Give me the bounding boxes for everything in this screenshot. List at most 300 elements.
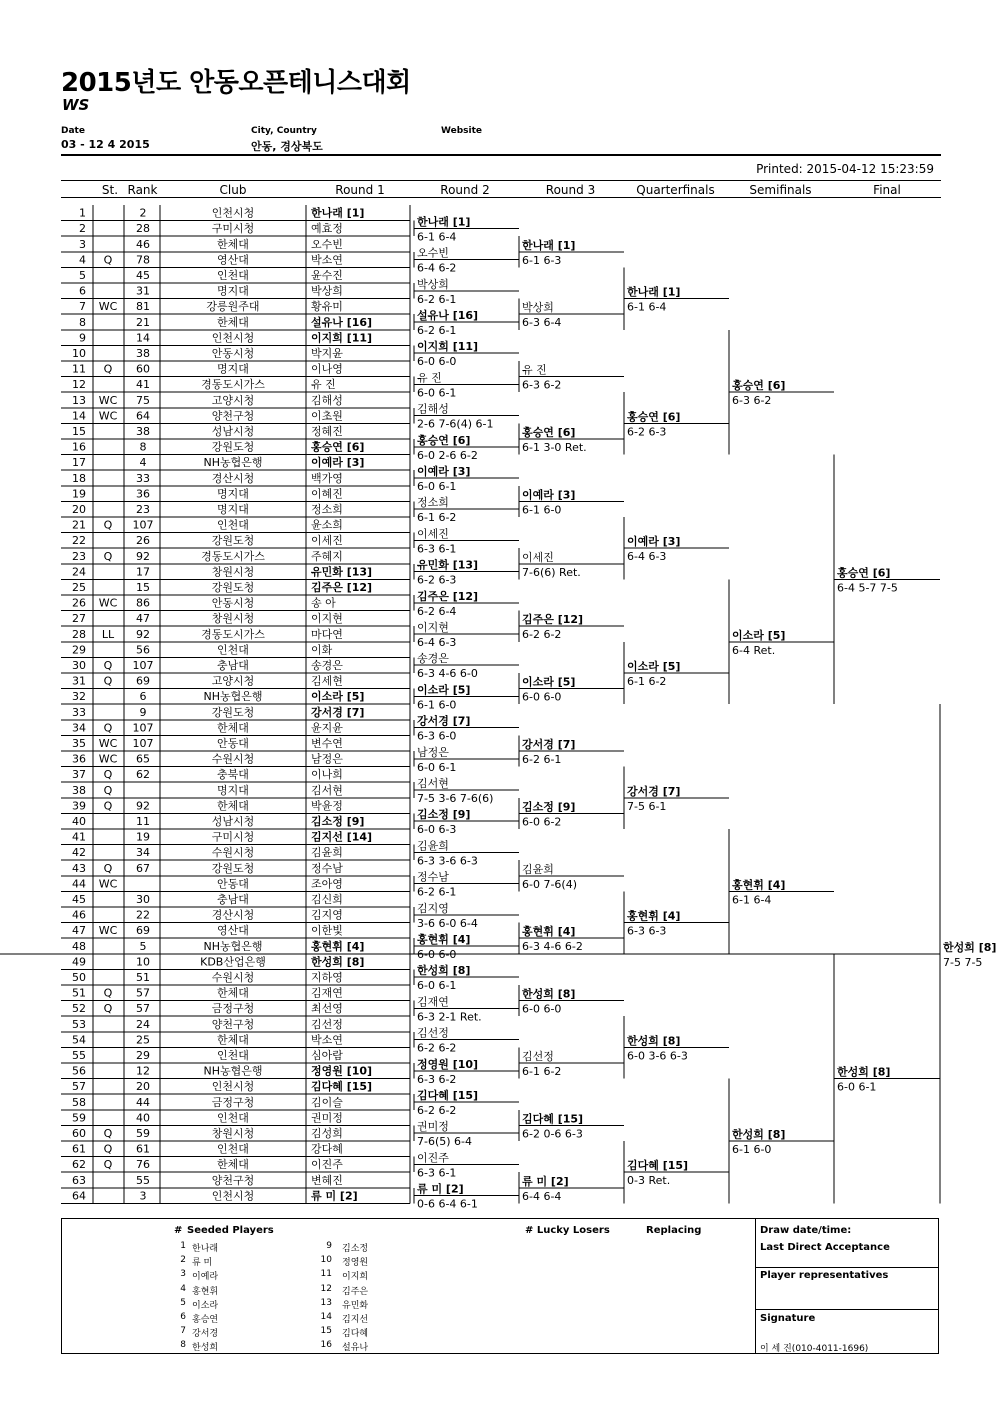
entry-number: 49 <box>72 955 86 969</box>
seed-number: 9 <box>326 1241 332 1251</box>
entry-rank: 65 <box>136 752 150 766</box>
seed-number: 11 <box>320 1269 332 1280</box>
entry-rank: 29 <box>136 1049 150 1062</box>
entry-club: 양천구청 <box>211 1017 255 1031</box>
entry-number: 14 <box>72 409 86 423</box>
entry-number: 23 <box>72 549 86 563</box>
entry-club: 안동대 <box>217 877 249 891</box>
entry-player: 남정은 <box>311 752 343 766</box>
round-2-score: 2-6 7-6(4) 6-1 <box>417 417 494 431</box>
seed-number: 10 <box>320 1255 332 1266</box>
lucky-losers-label: # Lucky Losers <box>525 1225 610 1236</box>
round-2-score: 3-6 6-0 6-4 <box>417 916 478 930</box>
entry-rank: 60 <box>136 362 150 376</box>
entry-rank: 24 <box>136 1017 150 1031</box>
entry-player: 이나영 <box>311 362 343 376</box>
entry-club: 강릉원주대 <box>206 300 260 314</box>
round-2-winner: 김소정 [9] <box>417 808 471 822</box>
round-2-winner: 설유나 [16] <box>417 309 479 322</box>
entry-number: 4 <box>79 253 86 267</box>
seed-number: 16 <box>320 1340 332 1351</box>
entry-player: 이소라 [5] <box>311 690 365 704</box>
entry-player: 박지윤 <box>311 347 343 360</box>
entry-club: 한체대 <box>217 721 249 735</box>
round-2-score: 6-4 6-2 <box>417 261 457 275</box>
entry-player: 윤수진 <box>311 269 343 282</box>
entry-status: Q <box>103 674 113 688</box>
entry-rank: 107 <box>132 721 154 735</box>
entry-player: 이혜진 <box>311 487 343 501</box>
entry-club: 한체대 <box>217 315 249 329</box>
entry-number: 7 <box>79 300 86 314</box>
round-2-score: 6-3 2-1 Ret. <box>417 1010 482 1024</box>
entry-rank: 11 <box>136 815 150 828</box>
round-4-winner: 이예라 [3] <box>627 535 681 549</box>
entry-player: 한성희 [8] <box>311 955 365 969</box>
entry-club: 구미시청 <box>211 222 255 236</box>
entry-rank: 86 <box>136 596 150 610</box>
entry-rank: 107 <box>132 737 154 750</box>
page-title: 2015년도 안동오픈테니스대회 <box>61 68 411 98</box>
city-value: 안동, 경상북도 <box>251 140 323 153</box>
entry-number: 16 <box>72 440 86 454</box>
round-2-score: 6-3 3-6 6-3 <box>417 854 478 868</box>
entry-number: 63 <box>72 1173 86 1187</box>
entry-rank: 75 <box>136 393 150 407</box>
entry-rank: 5 <box>139 939 147 953</box>
entry-rank: 59 <box>136 1127 150 1140</box>
entry-number: 61 <box>72 1142 86 1156</box>
entry-player: 박윤정 <box>311 799 343 813</box>
entry-player: 강서경 [7] <box>311 705 365 719</box>
round-2-score: 6-3 6-1 <box>417 1166 457 1180</box>
entry-player: 정수남 <box>311 861 343 875</box>
footer-panel <box>61 1218 939 1354</box>
entry-number: 5 <box>79 269 86 282</box>
entry-club: 한체대 <box>217 986 249 1000</box>
round-3-winner: 김주은 [12] <box>522 613 584 627</box>
round-4-winner: 김다혜 [15] <box>627 1159 689 1173</box>
entry-player: 정혜진 <box>311 425 343 438</box>
seed-player-name: 한나래 <box>192 1244 219 1254</box>
entry-player: 지하영 <box>311 971 343 984</box>
entry-rank: 34 <box>136 846 150 860</box>
round-5-score: 6-1 6-4 <box>732 893 772 907</box>
entry-club: 인천시청 <box>211 1189 255 1203</box>
seed-player-name: 정영원 <box>342 1258 369 1269</box>
round-3-winner: 김선정 <box>522 1050 554 1063</box>
entry-number: 42 <box>72 846 86 860</box>
entry-player: 이화 <box>311 643 333 657</box>
entry-number: 8 <box>79 315 86 329</box>
entry-player: 조아영 <box>311 877 343 891</box>
seed-number: 13 <box>320 1297 332 1308</box>
entry-player: 홍승연 [6] <box>311 440 365 454</box>
entry-rank: 25 <box>136 1033 150 1047</box>
seed-player-name: 김소정 <box>342 1244 369 1254</box>
entry-club: 한체대 <box>217 237 249 251</box>
entry-status: Q <box>103 721 113 735</box>
entry-number: 45 <box>72 893 86 906</box>
entry-number: 38 <box>72 783 86 797</box>
entry-number: 1 <box>79 206 86 220</box>
round-5-winner: 이소라 [5] <box>732 628 786 642</box>
entry-club: 영산대 <box>217 253 249 267</box>
round-3-winner: 한성희 [8] <box>522 987 576 1001</box>
entry-number: 19 <box>72 487 86 501</box>
entry-club: 영산대 <box>217 924 249 938</box>
entry-player: 변수연 <box>311 737 343 750</box>
entry-club: 양천구청 <box>211 409 255 423</box>
entry-player: 윤소희 <box>311 518 343 532</box>
entry-club: 고양시청 <box>211 674 255 688</box>
draw-date-label: Draw date/time: <box>760 1225 852 1236</box>
seeded-hash: # <box>174 1225 183 1236</box>
entry-number: 53 <box>72 1017 86 1031</box>
entry-club: 경동도시가스 <box>201 549 265 563</box>
entry-rank: 22 <box>136 908 150 922</box>
entry-club: 수원시청 <box>211 752 255 766</box>
entry-club: 강원도청 <box>211 861 255 875</box>
round-2-score: 7-5 3-6 7-6(6) <box>417 792 494 805</box>
entry-club: NH농협은행 <box>203 1064 263 1078</box>
round-2-score: 6-1 6-0 <box>417 698 457 712</box>
seed-player-name: 이지희 <box>342 1272 369 1283</box>
entry-player: 오수빈 <box>311 237 343 251</box>
entry-status: Q <box>103 799 113 813</box>
entry-status: Q <box>103 518 113 532</box>
entry-rank: 92 <box>136 799 150 813</box>
entry-number: 35 <box>72 737 86 750</box>
entry-rank: 3 <box>139 1189 147 1203</box>
entry-player: 이나희 <box>311 768 343 782</box>
seed-number: 2 <box>180 1255 186 1266</box>
entry-rank: 69 <box>136 674 150 688</box>
entry-club: 경동도시가스 <box>201 627 265 641</box>
entry-status: WC <box>98 924 118 938</box>
entry-rank: 61 <box>136 1142 150 1156</box>
seed-player-name: 홍승연 <box>192 1315 219 1325</box>
entry-club: 강원도청 <box>211 581 255 594</box>
entry-player: 정소희 <box>311 503 343 516</box>
entry-player: 류 미 [2] <box>311 1189 358 1203</box>
round-3-winner: 김다혜 [15] <box>522 1112 584 1126</box>
entry-club: 금정구청 <box>211 1095 255 1109</box>
entry-club: 강원도청 <box>211 440 255 454</box>
entry-club: 인천대 <box>217 643 249 657</box>
entry-rank: 40 <box>136 1111 150 1125</box>
entry-number: 27 <box>72 612 86 626</box>
seed-player-name: 유민화 <box>342 1300 369 1311</box>
entry-club: NH농협은행 <box>203 456 263 470</box>
entry-status: WC <box>98 300 118 314</box>
entry-rank: 57 <box>136 1002 150 1016</box>
entry-club: 안동시청 <box>211 347 255 360</box>
round-2-score: 6-2 6-1 <box>417 292 457 306</box>
entry-number: 41 <box>72 830 86 844</box>
col-club: Club <box>219 183 247 197</box>
entry-player: 박소연 <box>311 1033 343 1047</box>
round-3-score: 6-3 4-6 6-2 <box>522 940 583 954</box>
round-2-winner: 유 진 <box>417 371 442 385</box>
entry-club: 명지대 <box>217 362 249 376</box>
round-2-score: 6-0 6-0 <box>417 948 457 961</box>
round-3-score: 6-2 0-6 6-3 <box>522 1127 583 1141</box>
entry-rank: 55 <box>136 1173 150 1187</box>
entry-player: 이예라 [3] <box>311 456 365 470</box>
round-3-winner: 홍현휘 [4] <box>522 925 576 939</box>
entry-rank: 67 <box>136 861 150 875</box>
round-2-winner: 남정은 <box>417 745 449 759</box>
round-2-winner: 김윤희 <box>417 839 449 853</box>
round-3-winner: 강서경 [7] <box>522 738 576 751</box>
entry-club: 안동시청 <box>211 596 255 610</box>
entry-number: 15 <box>72 425 86 438</box>
entry-rank: 107 <box>132 659 154 672</box>
seed-player-name: 이예라 <box>192 1272 219 1283</box>
round-3-winner: 홍승연 [6] <box>522 426 576 439</box>
round-3-winner: 이소라 [5] <box>522 675 576 689</box>
entry-rank: 17 <box>136 565 150 579</box>
entry-rank: 64 <box>136 409 150 423</box>
round-2-winner: 강서경 [7] <box>417 714 471 728</box>
entry-player: 김신희 <box>311 893 343 906</box>
round-4-winner: 홍승연 [6] <box>627 410 681 424</box>
col-round-1: Round 1 <box>335 183 385 197</box>
entry-club: 경동도시가스 <box>201 378 265 392</box>
entry-club: 인천대 <box>217 269 249 282</box>
entry-number: 59 <box>72 1111 86 1125</box>
round-3-score: 6-0 6-2 <box>522 815 562 829</box>
entry-rank: 2 <box>139 206 147 220</box>
entry-number: 60 <box>72 1127 86 1140</box>
round-4-winner: 한나래 [1] <box>627 285 681 299</box>
entry-status: Q <box>103 362 113 376</box>
entry-player: 마다연 <box>311 627 343 641</box>
entry-player: 박소연 <box>311 253 343 267</box>
round-3-score: 6-1 6-0 <box>522 503 562 517</box>
entry-rank: 12 <box>136 1064 150 1078</box>
entry-rank: 8 <box>139 440 147 454</box>
footer-divider <box>755 1219 756 1353</box>
entry-player: 이지현 <box>311 612 343 626</box>
entry-player: 주혜지 <box>311 549 343 563</box>
entry-rank: 15 <box>136 581 150 594</box>
entry-rank: 33 <box>136 471 150 485</box>
entry-player: 예효정 <box>311 222 343 236</box>
entry-rank: 31 <box>136 284 150 298</box>
seed-number: 7 <box>180 1326 186 1337</box>
round-3-winner: 류 미 [2] <box>522 1174 569 1188</box>
replacing-label: Replacing <box>646 1225 702 1236</box>
entry-rank: 14 <box>136 331 150 345</box>
seed-player-name: 김지선 <box>342 1315 369 1325</box>
entry-status: Q <box>103 1142 113 1156</box>
entry-club: 양천구청 <box>211 1173 255 1187</box>
entry-status: Q <box>103 549 113 563</box>
entry-club: 경산시청 <box>211 908 255 922</box>
entry-status: Q <box>103 986 113 1000</box>
round-4-score: 0-3 Ret. <box>627 1174 671 1188</box>
entry-status: Q <box>103 783 113 797</box>
round-2-winner: 송경은 <box>417 652 449 666</box>
entry-rank: 41 <box>136 378 150 392</box>
seed-player-name: 강서경 <box>192 1329 219 1340</box>
entry-number: 31 <box>72 674 86 688</box>
entry-player: 유 진 <box>311 378 336 392</box>
round-4-winner: 홍현휘 [4] <box>627 909 681 923</box>
seed-player-name: 류 미 <box>192 1258 213 1269</box>
round-2-score: 6-2 6-2 <box>417 1041 457 1055</box>
round-3-winner: 한나래 [1] <box>522 238 576 252</box>
entry-number: 55 <box>72 1049 86 1062</box>
col-rank: Rank <box>127 183 158 197</box>
entry-club: KDB산업은행 <box>200 955 266 969</box>
round-2-score: 6-0 6-1 <box>417 979 457 993</box>
entry-club: 인천대 <box>217 518 249 532</box>
entry-club: 경산시청 <box>211 471 255 485</box>
entry-rank: 76 <box>136 1158 150 1172</box>
round-5-score: 6-4 Ret. <box>732 643 776 657</box>
city-label: City, Country <box>251 126 317 136</box>
entry-club: 충남대 <box>217 893 249 906</box>
entry-rank: 23 <box>136 503 150 516</box>
round-7-winner: 한성희 [8] <box>943 940 997 954</box>
entry-club: 성남시청 <box>211 815 255 828</box>
round-2-score: 6-1 6-4 <box>417 230 457 244</box>
entry-number: 10 <box>72 347 86 360</box>
entry-club: 인천시청 <box>211 331 255 345</box>
entry-player: 이초원 <box>311 409 343 423</box>
entry-club: 창원시청 <box>211 565 255 579</box>
round-4-winner: 강서경 [7] <box>627 784 681 798</box>
round-3-score: 6-4 6-4 <box>522 1189 562 1203</box>
entry-club: 충북대 <box>217 768 249 782</box>
entry-player: 한나래 [1] <box>311 206 365 220</box>
entry-player: 김지선 [14] <box>311 830 373 844</box>
entry-player: 심아람 <box>311 1049 343 1062</box>
website-label: Website <box>441 126 483 136</box>
entry-number: 57 <box>72 1080 86 1094</box>
entry-status: Q <box>103 253 113 267</box>
round-6-winner: 한성희 [8] <box>837 1065 891 1079</box>
round-4-score: 6-1 6-4 <box>627 300 667 314</box>
entry-number: 62 <box>72 1158 86 1172</box>
entry-number: 33 <box>72 705 86 719</box>
round-2-score: 6-4 6-3 <box>417 636 457 649</box>
entry-status: Q <box>103 768 113 782</box>
round-3-winner: 이세진 <box>522 550 554 564</box>
entry-player: 이세진 <box>311 534 343 548</box>
entry-club: 명지대 <box>217 783 249 797</box>
entry-club: 명지대 <box>217 487 249 501</box>
entry-number: 30 <box>72 659 86 672</box>
round-6-score: 6-0 6-1 <box>837 1080 877 1094</box>
round-3-score: 6-0 7-6(4) <box>522 877 578 891</box>
entry-number: 26 <box>72 596 86 610</box>
round-5-winner: 홍승연 [6] <box>732 379 786 393</box>
entry-rank: 56 <box>136 643 150 657</box>
entry-number: 54 <box>72 1033 86 1047</box>
round-4-score: 6-4 6-3 <box>627 550 667 564</box>
round-3-score: 6-3 6-2 <box>522 378 562 392</box>
entry-club: NH농협은행 <box>203 939 263 953</box>
entry-player: 정영원 [10] <box>311 1064 373 1078</box>
entry-rank: 44 <box>136 1095 150 1109</box>
entry-club: 인천시청 <box>211 1080 255 1094</box>
entry-number: 48 <box>72 939 86 953</box>
seed-player-name: 김다혜 <box>342 1329 369 1340</box>
seed-number: 8 <box>180 1340 186 1351</box>
entry-number: 24 <box>72 565 86 579</box>
col-final: Final <box>873 183 901 197</box>
entry-rank: 57 <box>136 986 150 1000</box>
entry-rank: 38 <box>136 347 150 360</box>
round-6-winner: 홍승연 [6] <box>837 566 891 580</box>
round-2-winner: 김선정 <box>417 1026 449 1040</box>
entry-player: 강다혜 <box>311 1142 343 1156</box>
entry-club: 한체대 <box>217 1158 249 1172</box>
round-2-winner: 김서현 <box>417 777 449 790</box>
entry-player: 이지희 [11] <box>311 331 373 345</box>
entry-rank: 62 <box>136 768 150 782</box>
round-3-winner: 이예라 [3] <box>522 488 576 502</box>
round-2-score: 6-2 6-1 <box>417 324 457 337</box>
round-3-score: 6-0 6-0 <box>522 690 562 704</box>
round-3-score: 6-3 6-4 <box>522 316 562 330</box>
entry-number: 2 <box>79 222 86 236</box>
seed-number: 3 <box>180 1269 186 1280</box>
entry-number: 36 <box>72 752 86 766</box>
seed-number: 14 <box>320 1312 332 1322</box>
entry-number: 46 <box>72 908 86 922</box>
entry-number: 40 <box>72 815 86 828</box>
round-5-score: 6-3 6-2 <box>732 394 772 408</box>
round-4-winner: 한성희 [8] <box>627 1034 681 1048</box>
entry-rank: 4 <box>139 456 147 470</box>
entry-rank: 36 <box>136 487 150 501</box>
seeded-players-title: Seeded Players <box>187 1225 274 1236</box>
entry-club: 수원시청 <box>211 971 255 984</box>
entry-status: Q <box>103 861 113 875</box>
seed-number: 5 <box>180 1297 186 1308</box>
entry-club: 수원시청 <box>211 846 255 860</box>
round-2-score: 6-0 6-1 <box>417 480 457 493</box>
entry-number: 32 <box>72 690 86 704</box>
entry-player: 김이슬 <box>311 1095 343 1109</box>
seed-player-name: 한성희 <box>192 1343 219 1354</box>
round-2-winner: 김지영 <box>417 901 449 915</box>
round-6-score: 6-4 5-7 7-5 <box>837 581 898 595</box>
entry-status: Q <box>103 659 113 672</box>
round-4-score: 6-1 6-2 <box>627 675 667 688</box>
entry-number: 37 <box>72 768 86 782</box>
entry-player: 김세현 <box>311 674 343 688</box>
signature-label: Signature <box>760 1313 816 1324</box>
round-2-winner: 정소희 <box>417 496 449 510</box>
entry-player: 유민화 [13] <box>311 565 373 579</box>
entry-player: 설유나 [16] <box>311 315 373 329</box>
entry-status: Q <box>103 1002 113 1016</box>
entry-status: WC <box>98 737 118 750</box>
round-4-winner: 이소라 [5] <box>627 660 681 673</box>
entry-rank: 10 <box>136 955 150 969</box>
round-2-score: 6-2 6-1 <box>417 885 457 899</box>
round-4-score: 6-3 6-3 <box>627 924 667 938</box>
entry-player: 송경은 <box>311 659 343 672</box>
round-2-score: 6-0 6-1 <box>417 760 457 774</box>
entry-player: 김해성 <box>311 393 343 407</box>
